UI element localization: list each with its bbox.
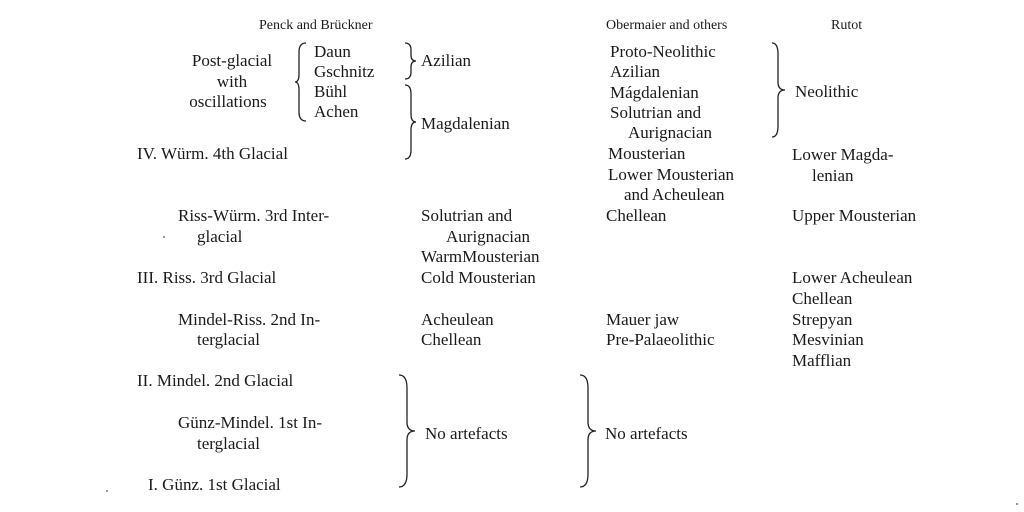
obermaier-aurignacian: Aurignacian [628, 123, 713, 142]
obermaier-lower-mousterian: Lower Mousterian [608, 165, 735, 184]
stage-gunz-mindel-label-2: terglacial [197, 434, 260, 453]
obermaier-solutrian: Solutrian and [610, 103, 702, 122]
penck-no-artefacts: No artefacts [425, 424, 508, 443]
stage-gunz-label: I. Günz. 1st Glacial [148, 475, 281, 494]
stage-gunz-mindel-label: Günz-Mindel. 1st In- [178, 413, 323, 432]
stage-mindel-riss-label: Mindel-Riss. 2nd In- [178, 310, 321, 329]
scan-speck [1016, 503, 1018, 505]
obermaier-chellean: Chellean [606, 206, 667, 225]
obermaier-proto-neolithic: Proto-Neolithic [610, 42, 716, 61]
penck-magdalenian: Magdalenian [421, 114, 510, 133]
rutot-mesvinian: Mesvinian [792, 330, 864, 349]
obermaier-pre-palaeolithic: Pre-Palaeolithic [606, 330, 715, 349]
magdalenian-brace [404, 84, 418, 160]
obermaier-magdalenian: Mágdalenian [610, 83, 699, 102]
stage-wurm-label: IV. Würm. 4th Glacial [137, 144, 288, 163]
penck-azilian: Azilian [421, 51, 472, 70]
header-rutot: Rutot [831, 18, 863, 33]
rutot-lower-magdalenian: Lower Magda- [792, 145, 894, 164]
substage-daun: Daun [314, 42, 351, 61]
stage-riss-label: III. Riss. 3rd Glacial [137, 268, 277, 287]
header-obermaier: Obermaier and others [606, 18, 728, 33]
obermaier-mousterian: Mousterian [608, 144, 686, 163]
rutot-mafflian: Mafflian [792, 351, 852, 370]
obermaier-azilian: Azilian [610, 62, 661, 81]
rutot-lower-acheulean: Lower Acheulean [792, 268, 913, 287]
rutot-strepyan: Strepyan [792, 310, 853, 329]
rutot-upper-mousterian: Upper Mousterian [792, 206, 917, 225]
obermaier-mauer-jaw: Mauer jaw [606, 310, 680, 329]
neolithic-brace [771, 42, 789, 138]
penck-aurignacian: Aurignacian [446, 227, 531, 246]
stage-riss-wurm-label: Riss-Würm. 3rd Inter- [178, 206, 330, 225]
stage-mindel-label: II. Mindel. 2nd Glacial [137, 371, 294, 390]
penck-chellean: Chellean [421, 330, 482, 349]
postglacial-label-line1: Post-glacial [191, 51, 273, 70]
no-artefacts-penck-brace [398, 374, 418, 488]
substage-achen: Achen [314, 102, 359, 121]
scan-speck [106, 490, 108, 492]
rutot-chellean: Chellean [792, 289, 853, 308]
penck-warm-mousterian: WarmMousterian [421, 247, 540, 266]
postglacial-substage-brace [294, 42, 308, 122]
scan-speck [163, 236, 165, 238]
no-artefacts-obermaier-brace [579, 374, 599, 488]
substage-buhl: Bühl [314, 82, 348, 101]
penck-acheulean: Acheulean [421, 310, 494, 329]
postglacial-label-line3: oscillations [189, 92, 267, 111]
substage-gschnitz: Gschnitz [314, 62, 375, 81]
stage-mindel-riss-label-2: terglacial [197, 330, 260, 349]
stage-riss-wurm-label-2: glacial [197, 227, 243, 246]
rutot-neolithic: Neolithic [795, 82, 859, 101]
penck-solutrian: Solutrian and [421, 206, 513, 225]
obermaier-and-acheulean: and Acheulean [624, 185, 725, 204]
header-penck-bruckner: Penck and Brückner [259, 18, 373, 33]
postglacial-label-line2: with [216, 72, 248, 91]
rutot-lenian: lenian [812, 166, 854, 185]
obermaier-no-artefacts: No artefacts [605, 424, 688, 443]
penck-cold-mousterian: Cold Mousterian [421, 268, 536, 287]
azilian-brace [404, 42, 418, 80]
